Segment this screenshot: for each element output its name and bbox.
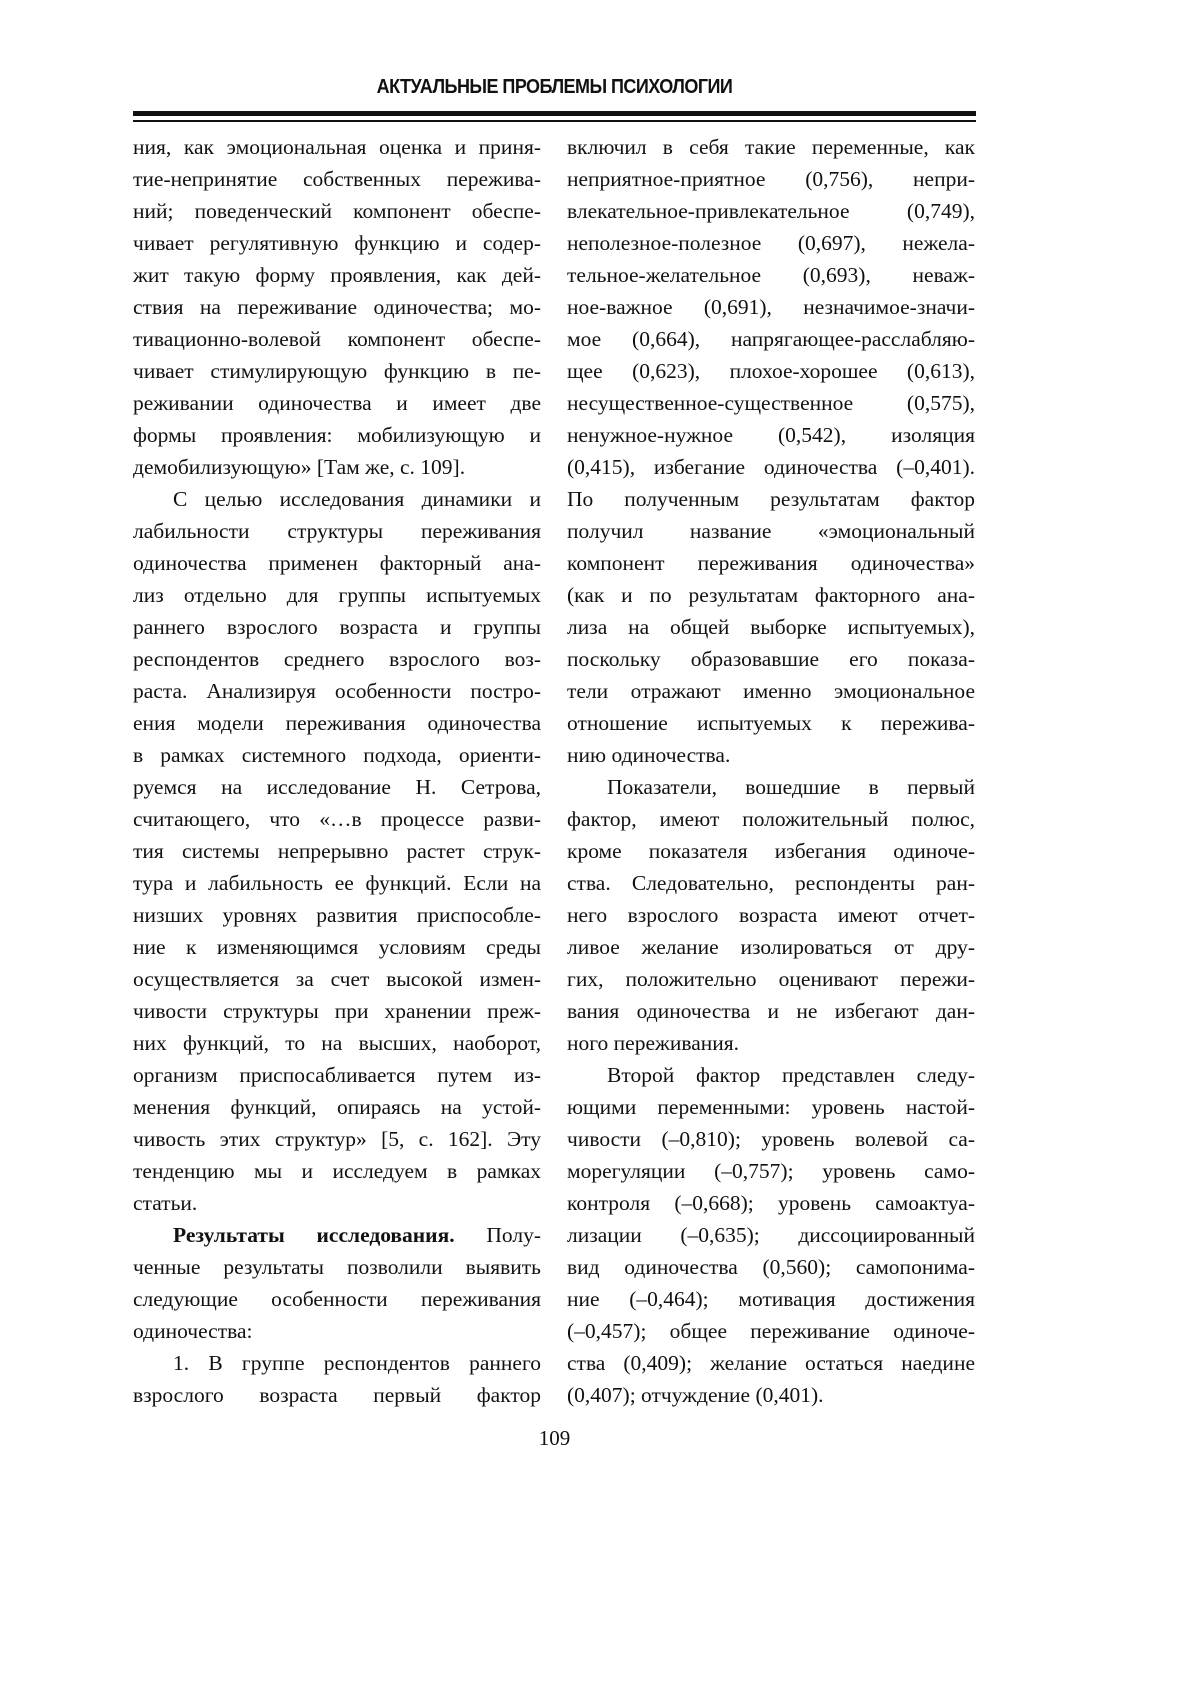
line-text: демобилизующую» [Там же, с. 109]. bbox=[133, 455, 465, 479]
text-line bbox=[567, 899, 975, 931]
line-text: Показатели, вошедшие в первый bbox=[607, 775, 975, 799]
text-line bbox=[133, 707, 541, 739]
text-line bbox=[567, 579, 975, 611]
text-line bbox=[567, 1251, 975, 1283]
line-text: одиночества: bbox=[133, 1319, 253, 1343]
line-text: чивает регулятивную функцию и содер- bbox=[133, 231, 541, 255]
line-text: раста. Анализируя особенности постро- bbox=[133, 679, 541, 703]
line-text: менения функций, опираясь на устой- bbox=[133, 1095, 541, 1119]
text-line bbox=[567, 291, 975, 323]
line-text: одиночества применен факторный ана- bbox=[133, 551, 541, 575]
line-text: (0,415), избегание одиночества (–0,401). bbox=[567, 455, 975, 479]
text-line bbox=[133, 483, 541, 515]
line-text: низших уровнях развития приспособле- bbox=[133, 903, 541, 927]
line-text: несущественное-существенное (0,575), bbox=[567, 391, 975, 415]
page-number: 109 bbox=[133, 1426, 976, 1451]
line-text: ливое желание изолироваться от дру- bbox=[567, 935, 975, 959]
line-text: 1. В группе респондентов раннего bbox=[173, 1351, 541, 1375]
line-text: осуществляется за счет высокой измен- bbox=[133, 967, 541, 991]
line-text: чивости (–0,810); уровень волевой са- bbox=[567, 1127, 975, 1151]
line-text: (–0,457); общее переживание одиноче- bbox=[567, 1319, 975, 1343]
text-line bbox=[133, 1059, 541, 1091]
text-line bbox=[567, 995, 975, 1027]
text-line bbox=[567, 355, 975, 387]
line-text: в рамках системного подхода, ориенти- bbox=[133, 743, 541, 767]
line-text: компонент переживания одиночества» bbox=[567, 551, 975, 575]
line-text: респондентов среднего взрослого воз- bbox=[133, 647, 541, 671]
text-line bbox=[567, 835, 975, 867]
text-line bbox=[133, 227, 541, 259]
text-line bbox=[567, 1155, 975, 1187]
text-line bbox=[567, 739, 975, 771]
line-text: них функций, то на высших, наоборот, bbox=[133, 1031, 541, 1055]
line-text: включил в себя такие переменные, как bbox=[567, 135, 975, 159]
text-line bbox=[567, 259, 975, 291]
text-line bbox=[133, 771, 541, 803]
header-rule-thin bbox=[133, 120, 976, 122]
line-text: щее (0,623), плохое-хорошее (0,613), bbox=[567, 359, 975, 383]
text-line bbox=[567, 1091, 975, 1123]
text-line bbox=[133, 323, 541, 355]
text-line bbox=[567, 131, 975, 163]
text-line bbox=[133, 643, 541, 675]
text-line bbox=[567, 515, 975, 547]
text-line bbox=[133, 515, 541, 547]
text-line bbox=[567, 1315, 975, 1347]
text-line bbox=[133, 899, 541, 931]
line-text: тенденцию мы и исследуем в рамках bbox=[133, 1159, 541, 1183]
text-line bbox=[133, 611, 541, 643]
text-line bbox=[567, 963, 975, 995]
line-text: чивости структуры при хранении преж- bbox=[133, 999, 541, 1023]
line-text: следующие особенности переживания bbox=[133, 1287, 541, 1311]
text-line bbox=[567, 1219, 975, 1251]
line-text: лиз отдельно для группы испытуемых bbox=[133, 583, 541, 607]
line-text: Второй фактор представлен следу- bbox=[607, 1063, 975, 1087]
line-text: формы проявления: мобилизующую и bbox=[133, 423, 541, 447]
line-text: вания одиночества и не избегают дан- bbox=[567, 999, 975, 1023]
line-text: тивационно-волевой компонент обеспе- bbox=[133, 327, 541, 351]
line-text: раннего взрослого возраста и группы bbox=[133, 615, 541, 639]
text-line bbox=[133, 291, 541, 323]
line-text: ния, как эмоциональная оценка и приня- bbox=[133, 135, 541, 159]
text-line bbox=[567, 483, 975, 515]
line-text: По полученным результатам фактор bbox=[567, 487, 975, 511]
text-line bbox=[133, 1315, 541, 1347]
text-line bbox=[133, 931, 541, 963]
text-line bbox=[133, 163, 541, 195]
line-text: влекательное-привлекательное (0,749), bbox=[567, 199, 975, 223]
text-line bbox=[567, 803, 975, 835]
text-line bbox=[133, 419, 541, 451]
line-text: фактор, имеют положительный полюс, bbox=[567, 807, 975, 831]
text-line bbox=[133, 1347, 541, 1379]
line-text: неполезное-полезное (0,697), нежела- bbox=[567, 231, 975, 255]
text-line bbox=[133, 195, 541, 227]
line-text: него взрослого возраста имеют отчет- bbox=[567, 903, 975, 927]
line-text: ения модели переживания одиночества bbox=[133, 711, 541, 735]
line-text: лизации (–0,635); диссоциированный bbox=[567, 1223, 975, 1247]
line-text: чивость этих структур» [5, с. 162]. Эту bbox=[133, 1127, 541, 1151]
line-text: (0,407); отчуждение (0,401). bbox=[567, 1383, 824, 1407]
text-line bbox=[133, 995, 541, 1027]
text-line bbox=[133, 547, 541, 579]
left-column bbox=[133, 131, 541, 1411]
text-line bbox=[567, 1187, 975, 1219]
text-line bbox=[567, 1283, 975, 1315]
text-line bbox=[133, 579, 541, 611]
line-text: тура и лабильность ее функций. Если на bbox=[133, 871, 541, 895]
text-line bbox=[567, 1027, 975, 1059]
text-line bbox=[567, 1347, 975, 1379]
text-line bbox=[567, 643, 975, 675]
text-line bbox=[133, 451, 541, 483]
header-rule-thick bbox=[133, 111, 976, 116]
line-text: тие-непринятие собственных пережива- bbox=[133, 167, 541, 191]
text-line bbox=[133, 259, 541, 291]
text-line bbox=[567, 547, 975, 579]
text-line bbox=[133, 1379, 541, 1411]
text-line bbox=[567, 387, 975, 419]
line-text: тельное-желательное (0,693), неваж- bbox=[567, 263, 975, 287]
text-line bbox=[567, 611, 975, 643]
text-line bbox=[133, 835, 541, 867]
text-line bbox=[567, 227, 975, 259]
line-text: морегуляции (–0,757); уровень само- bbox=[567, 1159, 975, 1183]
text-line bbox=[567, 675, 975, 707]
text-line bbox=[133, 1091, 541, 1123]
line-text: ние (–0,464); мотивация достижения bbox=[567, 1287, 975, 1311]
line-text: ний; поведенческий компонент обеспе- bbox=[133, 199, 541, 223]
line-text: С целью исследования динамики и bbox=[173, 487, 541, 511]
text-line bbox=[133, 867, 541, 899]
text-line bbox=[133, 131, 541, 163]
line-text: Полу- bbox=[455, 1223, 541, 1247]
line-text: вид одиночества (0,560); самопонима- bbox=[567, 1255, 975, 1279]
text-line bbox=[567, 1059, 975, 1091]
line-text: руемся на исследование Н. Сетрова, bbox=[133, 775, 541, 799]
line-text: кроме показателя избегания одиноче- bbox=[567, 839, 975, 863]
line-text: организм приспосабливается путем из- bbox=[133, 1063, 541, 1087]
line-text: ние к изменяющимся условиям среды bbox=[133, 935, 541, 959]
text-line bbox=[133, 1123, 541, 1155]
running-header: АКТУАЛЬНЫЕ ПРОБЛЕМЫ ПСИХОЛОГИИ bbox=[175, 76, 934, 99]
text-line bbox=[567, 195, 975, 227]
text-line bbox=[133, 963, 541, 995]
line-text: статьи. bbox=[133, 1191, 197, 1215]
text-line bbox=[567, 1123, 975, 1155]
text-line bbox=[567, 451, 975, 483]
line-text: ющими переменными: уровень настой- bbox=[567, 1095, 975, 1119]
text-line bbox=[133, 1251, 541, 1283]
line-text: лабильности структуры переживания bbox=[133, 519, 541, 543]
line-text: взрослого возраста первый фактор bbox=[133, 1383, 541, 1407]
line-text: мое (0,664), напрягающее-расслабляю- bbox=[567, 327, 975, 351]
line-text: получил название «эмоциональный bbox=[567, 519, 975, 543]
text-line bbox=[133, 387, 541, 419]
text-line bbox=[133, 739, 541, 771]
line-text: тия системы непрерывно растет струк- bbox=[133, 839, 541, 863]
line-text: ное-важное (0,691), незначимое-значи- bbox=[567, 295, 975, 319]
text-line bbox=[567, 1379, 975, 1411]
text-line bbox=[567, 163, 975, 195]
text-line bbox=[567, 771, 975, 803]
line-text: ства. Следовательно, респонденты ран- bbox=[567, 871, 975, 895]
text-line bbox=[133, 355, 541, 387]
line-text: жит такую форму проявления, как дей- bbox=[133, 263, 541, 287]
text-line bbox=[133, 675, 541, 707]
text-line bbox=[567, 419, 975, 451]
line-text: считающего, что «…в процессе разви- bbox=[133, 807, 541, 831]
text-line bbox=[133, 803, 541, 835]
right-column bbox=[567, 131, 975, 1411]
section-heading: Результаты исследования. bbox=[173, 1223, 455, 1247]
text-line bbox=[133, 1027, 541, 1059]
line-text: лиза на общей выборке испытуемых), bbox=[567, 615, 975, 639]
line-text: поскольку образовавшие его показа- bbox=[567, 647, 975, 671]
text-line bbox=[567, 323, 975, 355]
line-text: чивает стимулирующую функцию в пе- bbox=[133, 359, 541, 383]
text-line bbox=[133, 1219, 541, 1251]
line-text: нию одиночества. bbox=[567, 743, 730, 767]
line-text: гих, положительно оценивают пережи- bbox=[567, 967, 975, 991]
line-text: контроля (–0,668); уровень самоактуа- bbox=[567, 1191, 975, 1215]
line-text: неприятное-приятное (0,756), непри- bbox=[567, 167, 975, 191]
line-text: реживании одиночества и имеет две bbox=[133, 391, 541, 415]
text-line bbox=[133, 1283, 541, 1315]
line-text: ченные результаты позволили выявить bbox=[133, 1255, 541, 1279]
line-text: (как и по результатам факторного ана- bbox=[567, 583, 975, 607]
text-line bbox=[133, 1187, 541, 1219]
text-line bbox=[567, 707, 975, 739]
line-text: ненужное-нужное (0,542), изоляция bbox=[567, 423, 975, 447]
text-line bbox=[567, 931, 975, 963]
text-line bbox=[133, 1155, 541, 1187]
line-text: ства (0,409); желание остаться наедине bbox=[567, 1351, 975, 1375]
text-line bbox=[567, 867, 975, 899]
line-text: ствия на переживание одиночества; мо- bbox=[133, 295, 541, 319]
line-text: тели отражают именно эмоциональное bbox=[567, 679, 975, 703]
line-text: ного переживания. bbox=[567, 1031, 739, 1055]
line-text: отношение испытуемых к пережива- bbox=[567, 711, 975, 735]
